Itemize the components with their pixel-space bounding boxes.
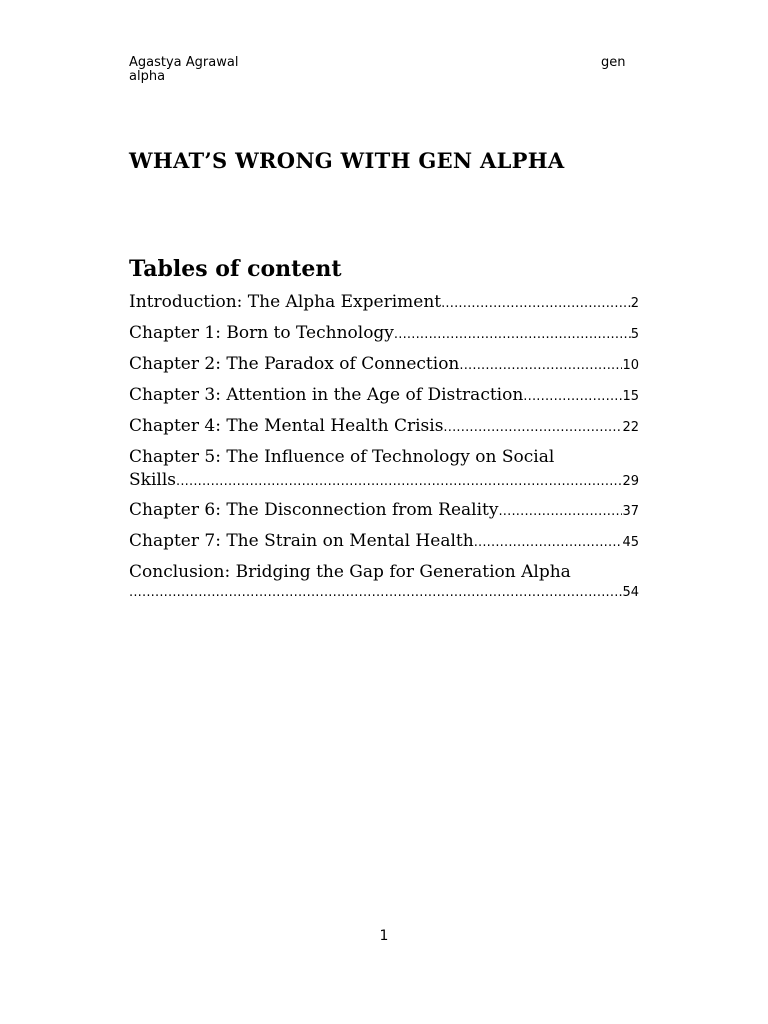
toc-leader-dots <box>176 474 622 489</box>
toc-leader-dots <box>474 535 623 550</box>
toc-entry-page: 2 <box>630 296 639 311</box>
toc-entry-page: 15 <box>622 389 639 404</box>
toc-leader-dots <box>443 420 622 435</box>
toc-entry-page: 54 <box>622 585 639 600</box>
toc-entry-title-continued: Skills <box>129 470 176 490</box>
toc-leader-dots <box>441 296 631 311</box>
document-title: WHAT’S WRONG WITH GEN ALPHA <box>129 148 565 173</box>
toc-entry-conclusion-continued[interactable] <box>129 585 639 615</box>
toc-entry-title: Chapter 4: The Mental Health Crisis <box>129 416 444 436</box>
header-author: Agastya Agrawal <box>129 55 239 70</box>
toc-entry-introduction[interactable] <box>129 292 639 323</box>
toc-entry-page: 29 <box>622 474 639 489</box>
toc-entry-chapter-4[interactable] <box>129 416 639 447</box>
toc-entry-page: 10 <box>622 358 639 373</box>
table-of-contents <box>129 292 639 615</box>
header-topic-continued: alpha <box>129 69 166 84</box>
toc-entry-page: 37 <box>622 504 639 519</box>
toc-entry-title: Chapter 2: The Paradox of Connection <box>129 354 460 374</box>
toc-entry-chapter-6[interactable] <box>129 500 639 531</box>
toc-entry-chapter-5[interactable] <box>129 447 639 470</box>
toc-leader-dots <box>394 327 631 342</box>
toc-leader-dots <box>523 389 622 404</box>
toc-leader-dots <box>498 504 622 519</box>
toc-entry-title: Introduction: The Alpha Experiment <box>129 292 442 312</box>
toc-entry-conclusion[interactable] <box>129 562 639 585</box>
toc-entry-title: Chapter 6: The Disconnection from Reality <box>129 500 499 520</box>
toc-entry-chapter-1[interactable] <box>129 323 639 354</box>
toc-entry-page: 45 <box>622 535 639 550</box>
toc-heading: Tables of content <box>129 256 342 282</box>
toc-entry-page: 22 <box>622 420 639 435</box>
toc-leader-dots <box>129 585 622 600</box>
toc-entry-page: 5 <box>630 327 639 342</box>
toc-entry-chapter-5-continued[interactable] <box>129 470 639 500</box>
toc-entry-title: Conclusion: Bridging the Gap for Generation Alpha <box>129 562 571 582</box>
toc-entry-title: Chapter 3: Attention in the Age of Distraction <box>129 385 524 405</box>
toc-entry-title: Chapter 7: The Strain on Mental Health <box>129 531 474 551</box>
toc-entry-chapter-3[interactable] <box>129 385 639 416</box>
toc-leader-dots <box>459 358 622 373</box>
toc-entry-title: Chapter 5: The Influence of Technology on Social <box>129 447 555 467</box>
header-topic: gen <box>601 55 626 70</box>
toc-entry-chapter-2[interactable] <box>129 354 639 385</box>
toc-entry-chapter-7[interactable] <box>129 531 639 562</box>
page-number: 1 <box>379 928 389 944</box>
toc-entry-title: Chapter 1: Born to Technology <box>129 323 394 343</box>
